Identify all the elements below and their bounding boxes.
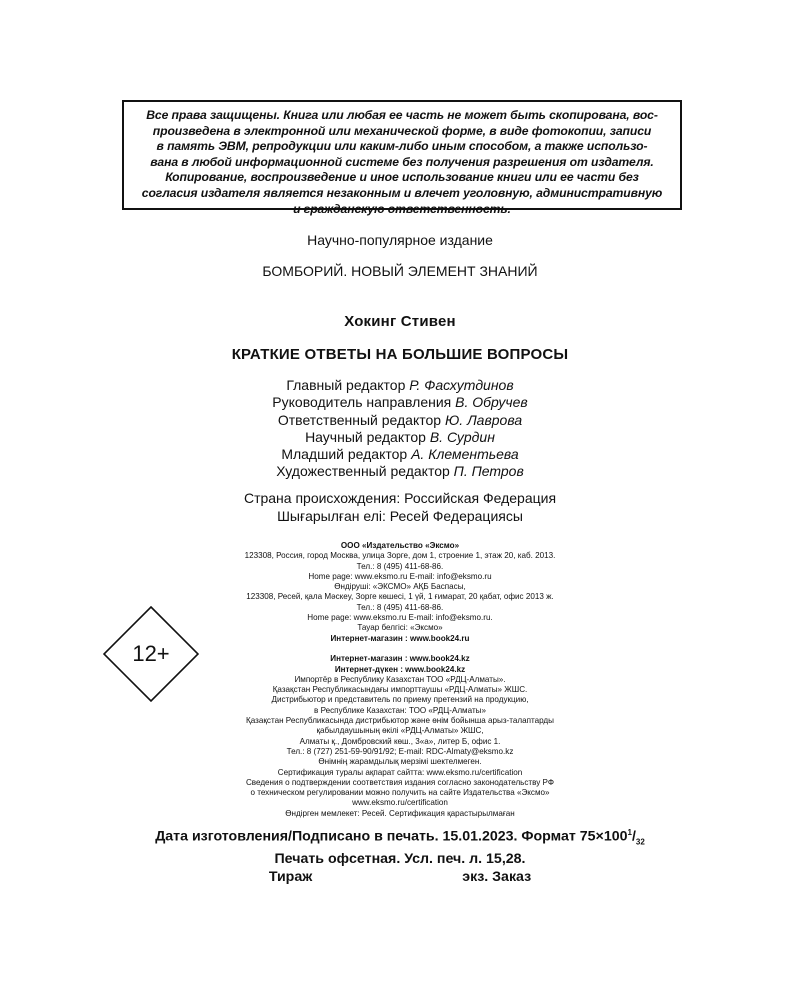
publisher-line: Өндіруші: «ЭКСМО» АҚБ Баспасы, bbox=[334, 582, 466, 592]
copyright-notice-box bbox=[122, 100, 682, 216]
edition-type: Научно-популярное издание bbox=[307, 232, 493, 248]
publisher-line: 123308, Россия, город Москва, улица Зорге, дом 1, строение 1, этаж 20, каб. 2013. bbox=[244, 551, 556, 561]
publisher-line: 123308, Ресей, қала Мәскеу, Зорге көшесі, 1 үй, 1 ғимарат, 20 қабат, офис 2013 ж. bbox=[246, 592, 554, 602]
publisher-line: о техническом регулировании можно получить на сайте Издательства «Эксмо» bbox=[250, 788, 550, 798]
editor-line: Художественный редактор П. Петров bbox=[276, 463, 524, 480]
publisher-line: Сертификация туралы ақпарат сайтта: www.eksmo.ru/certification bbox=[277, 767, 523, 777]
publisher-line: Қазақстан Республикасындағы импорттаушы «РДЦ-Алматы» ЖШС. bbox=[272, 685, 528, 695]
publisher-line: Дистрибьютор и представитель по приему претензий на продукцию, bbox=[271, 695, 529, 705]
publisher-info bbox=[0, 541, 800, 819]
copyright-line: согласия издателя является незаконным и влечет уголовную, административную bbox=[141, 185, 663, 200]
print-run: Тираж экз. Заказ bbox=[268, 868, 532, 885]
publisher-line: Тел.: 8 (495) 411-68-86. bbox=[356, 602, 444, 612]
copyright-line: произведена в электронной или механической форме, в виде фотокопии, записи bbox=[152, 123, 652, 138]
publisher-line: Интернет-магазин : www.book24.kz bbox=[330, 654, 470, 664]
publisher-line: Тел.: 8 (495) 411-68-86. bbox=[356, 561, 444, 571]
editor-line: Главный редактор Р. Фасхутдинов bbox=[286, 377, 514, 393]
publisher-line: Home page: www.eksmo.ru E-mail: info@eksmo.ru bbox=[308, 571, 492, 581]
print-info bbox=[0, 824, 800, 886]
editor-line: Младший редактор А. Клементьева bbox=[281, 446, 519, 463]
publisher-line bbox=[0, 644, 800, 654]
origin-ru: Страна происхождения: Российская Федерация bbox=[243, 490, 557, 506]
publisher-line: Тауар белгісі: «Эксмо» bbox=[357, 623, 443, 633]
publisher-line: Home page: www.eksmo.ru E-mail: info@eksmo.ru. bbox=[307, 613, 493, 623]
copyright-line: Все права защищены. Книга или любая ее часть не может быть скопирована, вос- bbox=[146, 108, 658, 122]
copyright-line: вана в любой информационной системе без получения разрешения от издателя. bbox=[150, 154, 654, 169]
publisher-line: Сведения о подтверждении соответствия издания согласно законодательству РФ bbox=[245, 777, 555, 787]
publisher-line: Өндірген мемлекет: Ресей. Сертификация қарастырылмаған bbox=[285, 808, 515, 818]
publisher-line: Импортёр в Республику Казахстан ТОО «РДЦ-Алматы». bbox=[294, 674, 506, 684]
publisher-line: Интернет-дүкен : www.book24.kz bbox=[334, 664, 466, 674]
country-of-origin bbox=[0, 489, 800, 525]
copyright-line: в память ЭВМ, репродукции или каким-либо иным способом, а также использо- bbox=[156, 139, 648, 154]
publisher-line: в Республике Казахстан: ТОО «РДЦ-Алматы» bbox=[314, 705, 486, 715]
publisher-line: Алматы қ., Домбровский көш., 3«а», литер Б, офис 1. bbox=[299, 736, 501, 746]
copyright-line: Копирование, воспроизведение и иное использование книги или ее части без bbox=[165, 170, 639, 185]
publisher-line: қабылдаушының өкілі «РДЦ-Алматы» ЖШС, bbox=[316, 726, 484, 736]
editors-list bbox=[0, 377, 800, 481]
publisher-line: ООО «Издательство «Эксмо» bbox=[340, 541, 460, 550]
origin-kz: Шығарылған елі: Ресей Федерациясы bbox=[277, 508, 523, 524]
age-rating-label: 12+ bbox=[132, 641, 170, 666]
series-name: БОМБОРИЙ. НОВЫЙ ЭЛЕМЕНТ ЗНАНИЙ bbox=[262, 263, 538, 279]
author-name: Хокинг Стивен bbox=[344, 313, 456, 330]
editor-line: Руководитель направления В. Обручев bbox=[272, 394, 528, 411]
publisher-line: www.eksmo.ru/certification bbox=[352, 798, 448, 808]
editor-line: Ответственный редактор Ю. Лаврова bbox=[277, 411, 523, 428]
editor-line: Научный редактор В. Сурдин bbox=[305, 428, 495, 445]
book-title: КРАТКИЕ ОТВЕТЫ НА БОЛЬШИЕ ВОПРОСЫ bbox=[231, 346, 569, 363]
publisher-line: Интернет-магазин : www.book24.ru bbox=[330, 633, 470, 643]
copyright-line: и гражданскую ответственность. bbox=[293, 201, 511, 216]
print-date-format: Дата изготовления/Подписано в печать. 15.01.2023. Формат $75\times 100^1/_{32}$ bbox=[155, 828, 645, 847]
print-type: Печать офсетная. Усл. печ. л. 15,28. bbox=[274, 851, 526, 868]
publisher-line: Қазақстан Республикасында дистрибьютор және өнім бойынша арыз-талаптарды bbox=[246, 716, 554, 726]
publisher-line: Тел.: 8 (727) 251-59-90/91/92; E-mail: RDC-Almaty@eksmo.kz bbox=[286, 746, 514, 756]
publisher-line: Өнімнің жарамдылық мерзімі шектелмеген. bbox=[318, 757, 482, 767]
